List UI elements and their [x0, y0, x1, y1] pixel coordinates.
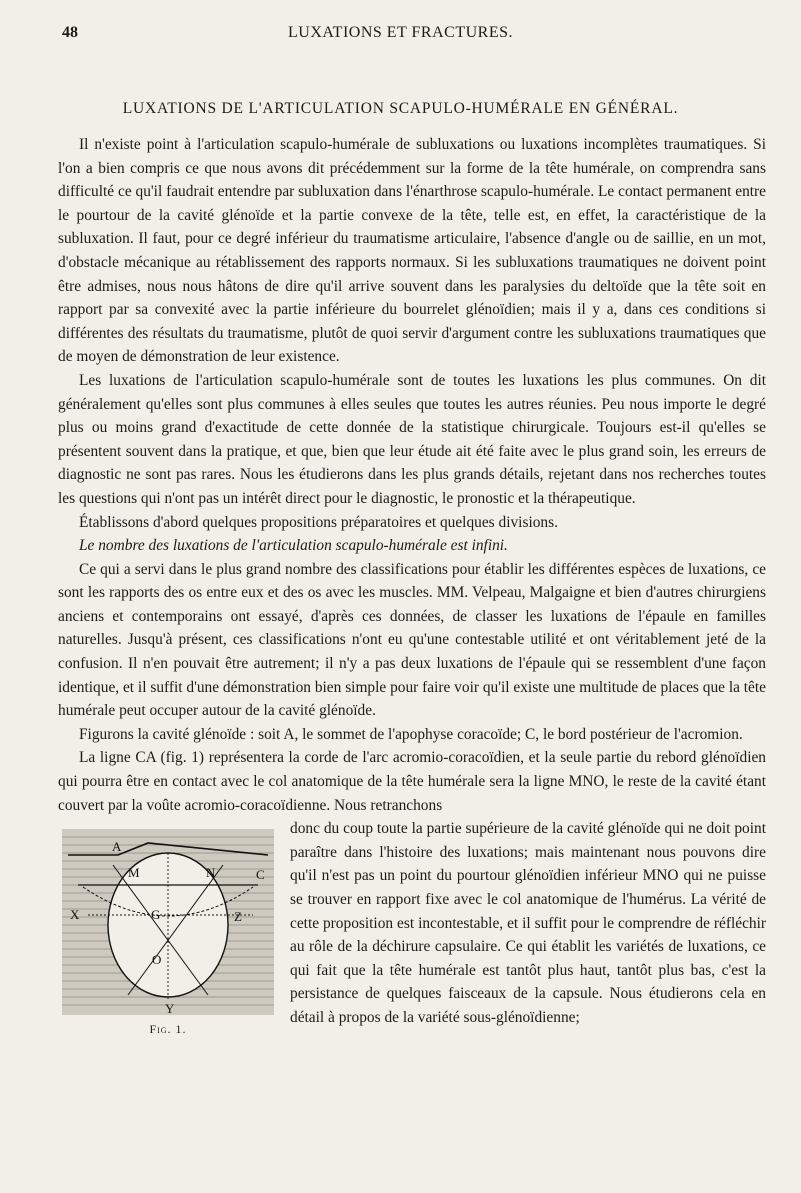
body-text — [58, 133, 766, 1045]
label-C: C — [256, 867, 265, 883]
label-A: A — [112, 839, 122, 855]
label-Z: Z — [234, 909, 242, 925]
glenoid-diagram — [58, 825, 278, 1020]
proposition-italic: Le nombre des luxations de l'articulation scapulo-humérale est infini. — [79, 537, 508, 555]
label-O: O — [152, 952, 162, 968]
paragraph: La ligne CA (fig. 1) représentera la corde de l'arc acromio-coracoïdien, et la seule partie du rebord glénoïdien qui pourra être en contact avec le col anatomique de la tête humérale sera la ligne MNO, le reste de la cavité étant couvert par la voûte acromio-coracoïdienne. Nous retranchons — [58, 749, 766, 814]
figure-1 — [58, 825, 278, 1045]
section-heading: LUXATIONS DE L'ARTICULATION SCAPULO-HUMÉRALE EN GÉNÉRAL. — [122, 100, 679, 117]
paragraph: Les luxations de l'articulation scapulo-humérale sont de toutes les luxations les plus communes. On dit généralement qu'elles sont plus communes à elles seules que toutes les autres réunies. Peu nous importe le degré plus ou moins grand d'exactitude de cette donnée de la statistique chirurgicale. Toujours est-il qu'elles se présentent souvent dans la pratique, et que, bien que leur étude ait été faite avec le plus grand soin, les erreurs de diagnostic ne sont pas rares. Nous les étudierons dans les plus grands détails, rejetant dans nos recherches toutes les questions qui n'ont pas un intérêt direct pour le diagnostic, le pronostic et la thérapeutique. — [58, 371, 766, 507]
page-number: 48 — [62, 24, 78, 41]
running-title: LUXATIONS ET FRACTURES. — [288, 24, 513, 41]
running-head — [40, 24, 761, 46]
label-Y: Y — [165, 1001, 175, 1017]
paragraph: Figurons la cavité glénoïde : soit A, le sommet de l'apophyse coracoïde; C, le bord postérieur de l'acromion. — [79, 725, 743, 743]
figure-caption: Fig. 1. — [149, 1021, 187, 1036]
label-M: M — [128, 865, 140, 881]
paragraph: Ce qui a servi dans le plus grand nombre des classifications pour établir les différentes espèces de luxations, ce sont les rapports des os entre eux et des os avec les muscles. MM. Velpeau, Malgaigne et bien d'autres chirurgiens anciens et contemporains ont essayé, d'après ces données, de classer les luxations de l'épaule en familles naturelles. Jusqu'à présent, ces classifications n'ont eu qu'une contestable utilité et ont véritablement jeté de la confusion. Il n'en pouvait être autrement; il n'y a pas deux luxations de l'épaule qui se ressemblent d'une façon identique, et il suffit d'une démonstration bien simple pour faire voir qu'il existe une multitude de places que la tête humérale peut occuper autour de la cavité glénoïde. — [58, 560, 766, 720]
paragraph: Établissons d'abord quelques propositions préparatoires et quelques divisions. — [79, 513, 558, 531]
label-G: G — [151, 907, 161, 923]
paragraph: Il n'existe point à l'articulation scapulo-humérale de subluxations ou luxations incomplètes traumatiques. Si l'on a bien compris ce que nous avons dit précédemment sur la forme de la tête humérale, on comprendra sans difficulté ce qu'il faudrait entendre par subluxation dans l'énarthrose scapulo-humérale. Le contact permanent entre le pourtour de la cavité glénoïde et la partie convexe de la tête, telle est, en effet, la caractéristique de la subluxation. Il faut, pour ce degré inférieur du traumatisme articulaire, l'absence d'angle ou de saillie, en un mot, d'obstacle mécanique au rétablissement des rapports normaux. Si les subluxations traumatiques ne doivent point être admises, nous nous hâtons de dire qu'il arrive souvent dans les paralysies du deltoïde que la tête soit en rapport par sa convexité avec la partie inférieure du bourrelet glénoïdien; mais il y a, dans ces conditions si différentes des résultats du traumatisme, plutôt de quoi servir d'argument contre les subluxations traumatiques que de moyen de démonstration de leur existence. — [58, 136, 766, 366]
paragraph: donc du coup toute la partie supérieure de la cavité glénoïde qui ne doit point paraître dans l'histoire des luxations; mais maintenant nous pouvons dire qu'il n'est pas un point du pourtour glénoïdien inférieur MNO qui ne puisse se trouver en rapport fixe avec le col anatomique de l'humérus. La vérité de cette proposition est incontestable, et il suffit pour le comprendre de réfléchir au rôle de la déchirure capsulaire. Ce qui établit les variétés de luxations, ce qui fait que la tête humérale est tantôt plus haut, tantôt plus bas, c'est la persistance de quelques faisceaux de la capsule. Nous étudierons cela en détail à propos de la variété sous-glénoïdienne; — [290, 820, 766, 1026]
label-X: X — [70, 907, 80, 923]
label-N: N — [206, 865, 216, 881]
